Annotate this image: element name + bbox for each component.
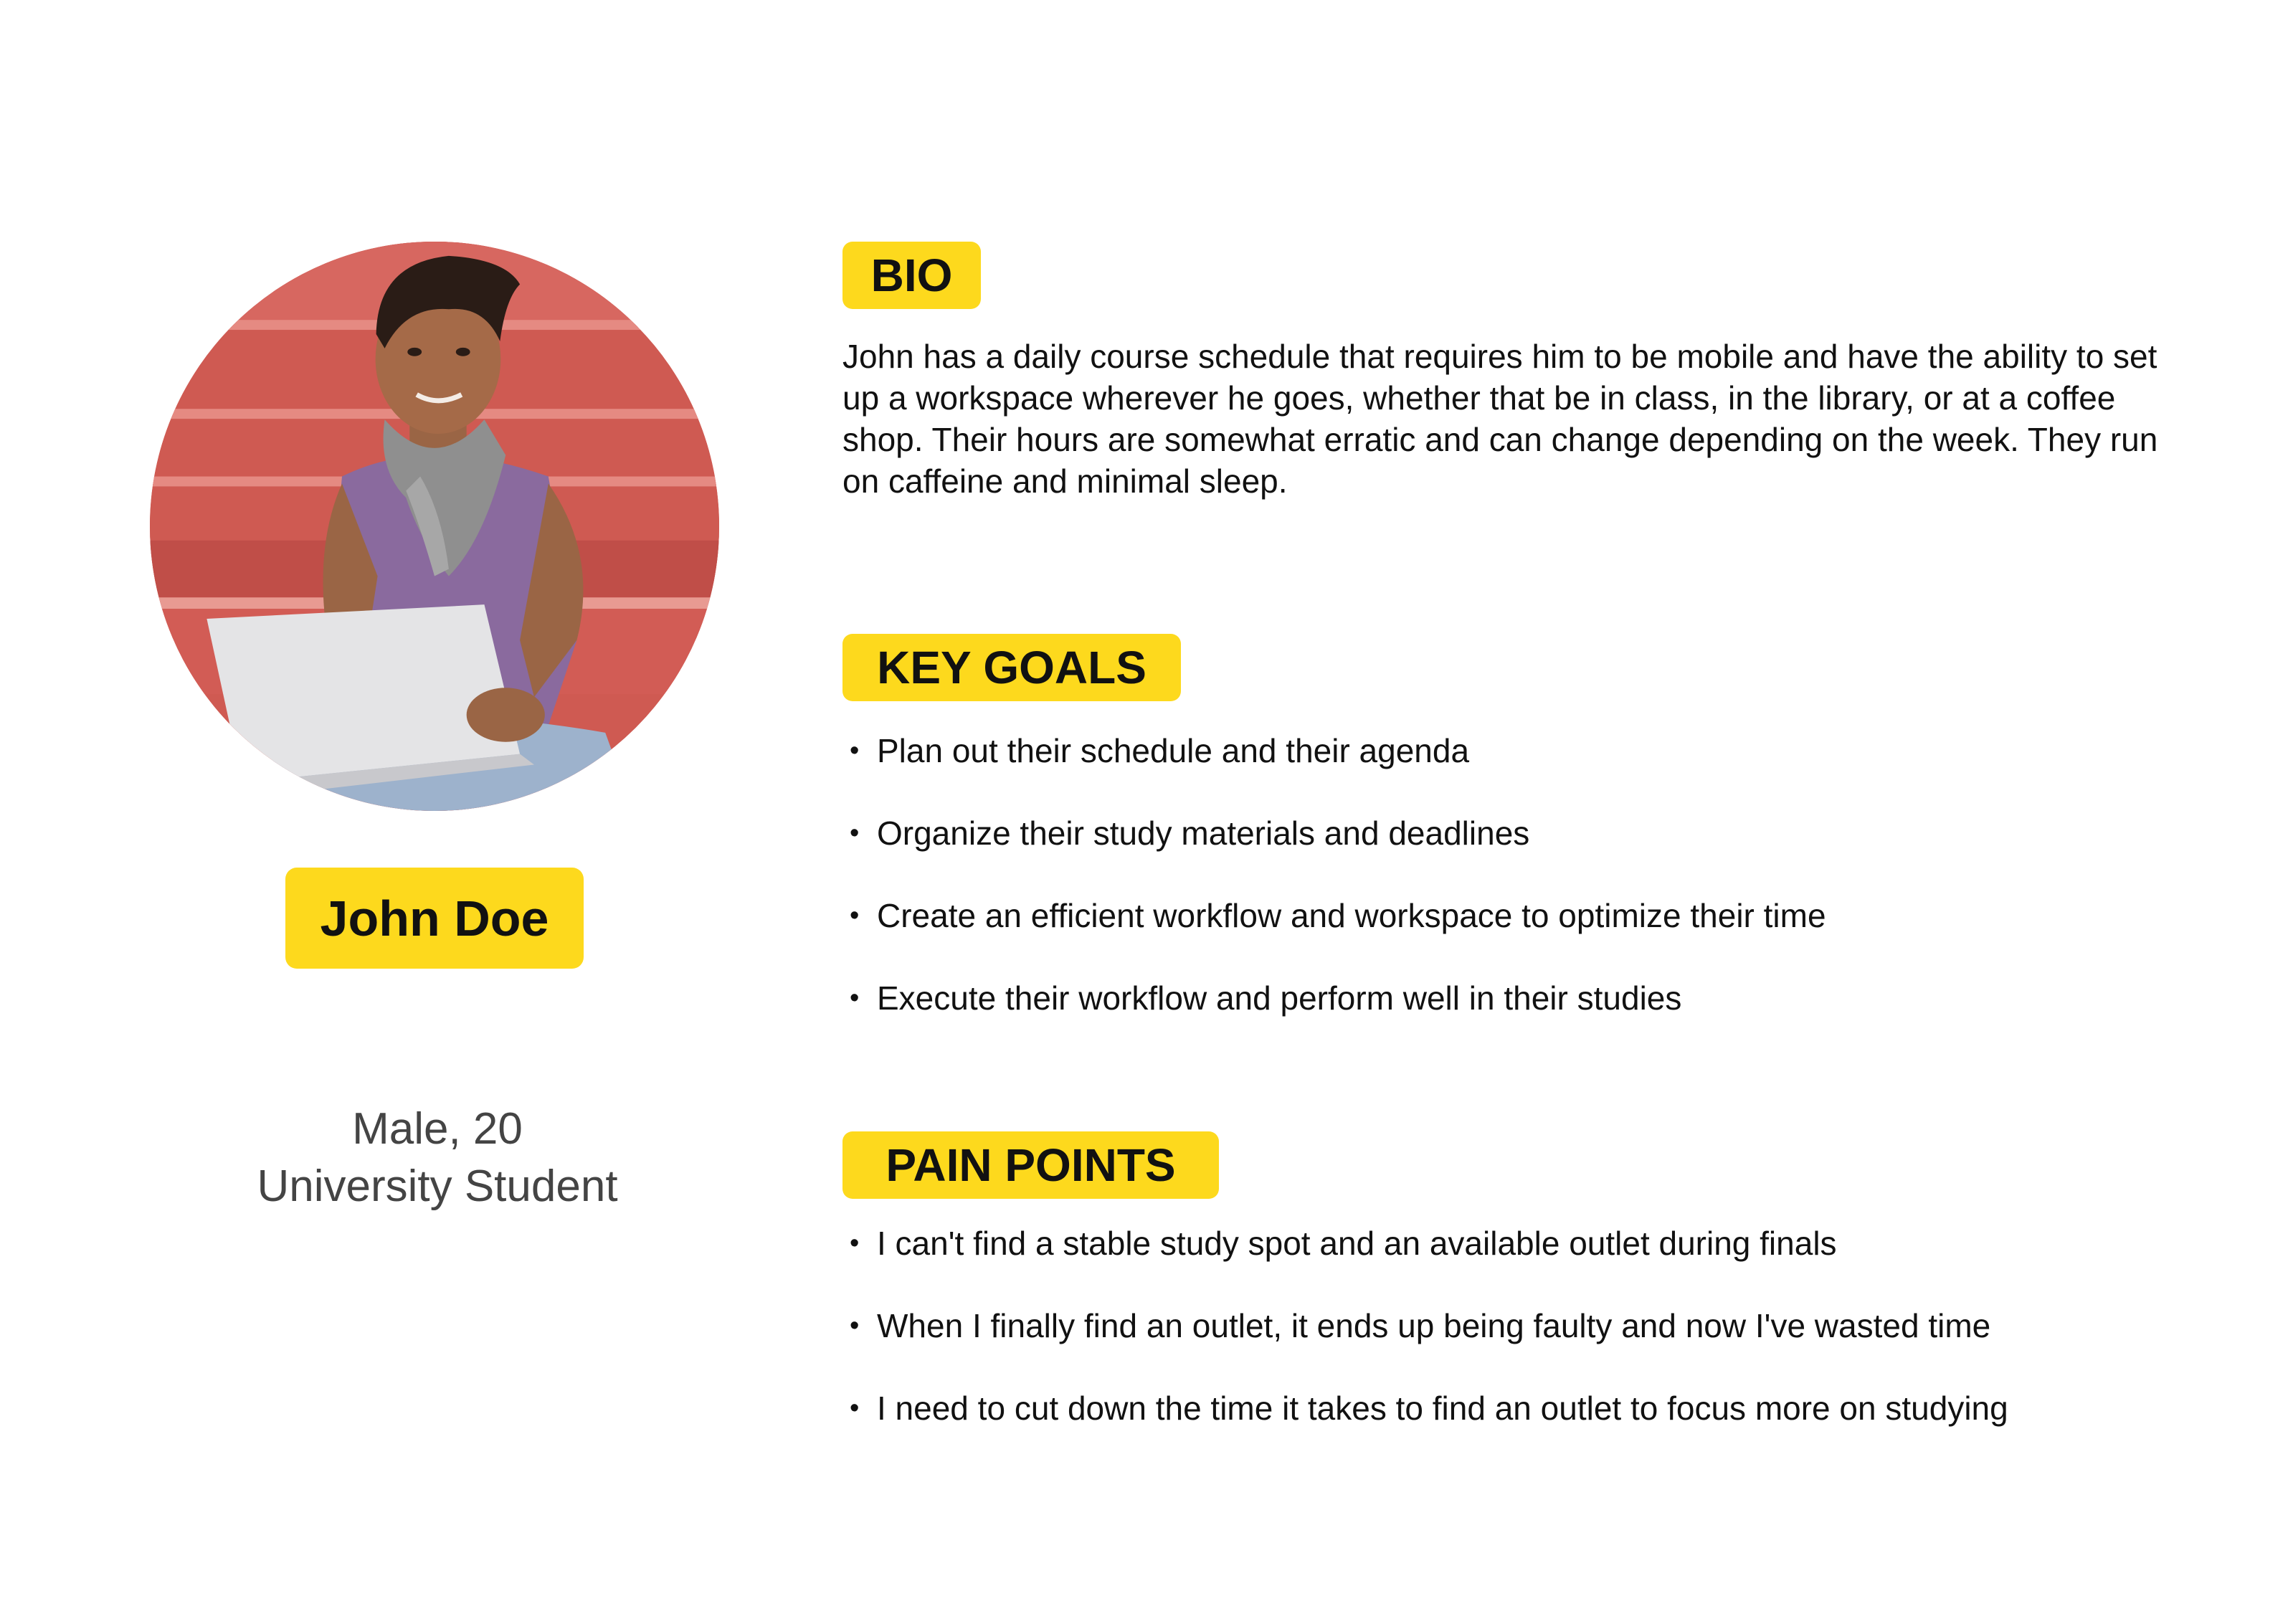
key-goals-heading: KEY GOALS — [877, 642, 1146, 693]
pain-points-heading-badge — [842, 1131, 1219, 1199]
bullet-dot-icon: • — [850, 736, 860, 766]
persona-meta — [151, 1101, 724, 1215]
pain-point-text: When I finally find an outlet, it ends up being faulty and now I've wasted time — [877, 1307, 1991, 1344]
bullet-dot-icon: • — [850, 901, 860, 931]
key-goal-text: Plan out their schedule and their agenda — [877, 732, 1470, 769]
bullet-dot-icon: • — [850, 983, 860, 1013]
key-goal-text: Organize their study materials and deadlines — [877, 815, 1530, 852]
list-item — [850, 1222, 2008, 1305]
key-goal-text: Execute their workflow and perform well in their studies — [877, 979, 1682, 1017]
persona-occupation: University Student — [257, 1162, 618, 1211]
bio-heading-badge — [842, 242, 981, 309]
bullet-dot-icon: • — [850, 818, 860, 848]
list-item — [850, 977, 1826, 1060]
persona-name: John Doe — [320, 890, 549, 946]
key-goal-text: Create an efficient workflow and workspace to optimize their time — [877, 897, 1826, 934]
persona-demographics: Male, 20 — [352, 1104, 523, 1154]
bio-heading: BIO — [870, 250, 953, 301]
persona-photo — [150, 242, 719, 811]
list-item — [850, 1305, 2008, 1387]
bullet-dot-icon: • — [850, 1228, 860, 1258]
list-item — [850, 1387, 2008, 1470]
bio-text: John has a daily course schedule that requires him to be mobile and have the ability to set up a workspace wherever he goes, whether that be in class, in the library, or at a coffee shop. Their hours are somewhat erratic and can change depending on the week. They run on caffeine and minimal sleep. — [842, 338, 2158, 500]
pain-point-text: I need to cut down the time it takes to find an outlet to focus more on studying — [877, 1390, 2008, 1427]
bullet-dot-icon: • — [850, 1393, 860, 1423]
persona-name-badge — [285, 868, 584, 969]
list-item — [850, 895, 1826, 977]
key-goals-list — [850, 730, 1826, 1060]
pain-points-list — [850, 1222, 2008, 1470]
pain-point-text: I can't find a stable study spot and an available outlet during finals — [877, 1225, 1837, 1262]
key-goals-heading-badge — [842, 634, 1181, 701]
list-item — [850, 730, 1826, 812]
pain-points-heading: PAIN POINTS — [886, 1139, 1176, 1191]
list-item — [850, 812, 1826, 895]
persona-photo-illustration — [150, 242, 719, 811]
bullet-dot-icon: • — [850, 1311, 860, 1341]
